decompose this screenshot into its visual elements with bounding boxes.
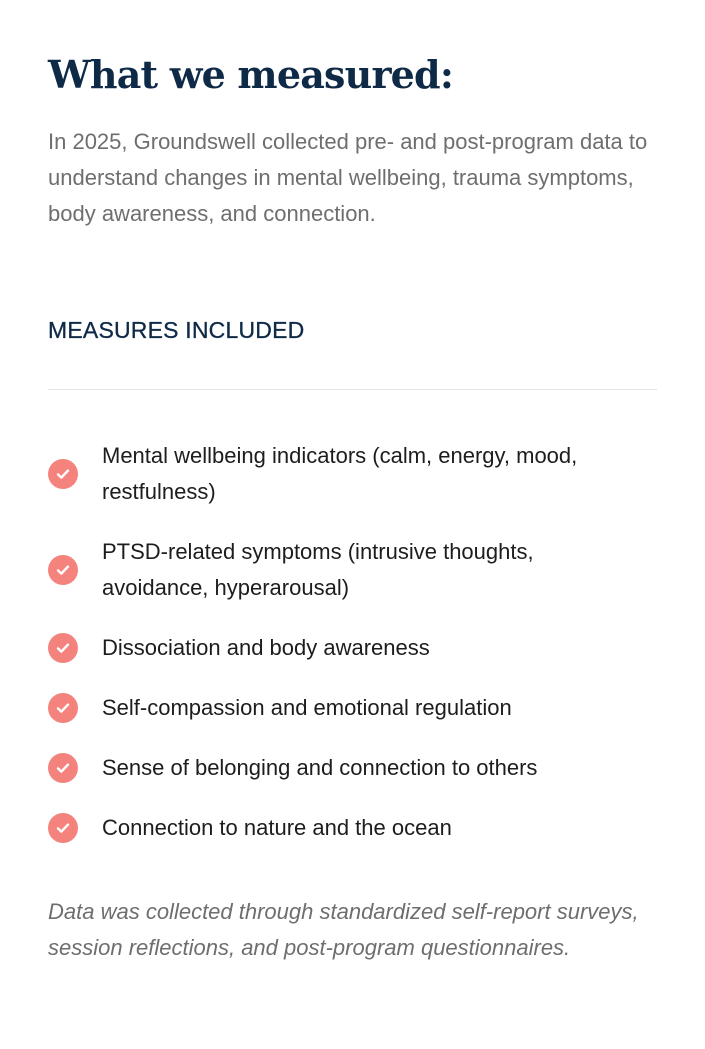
list-item-label: Dissociation and body awareness <box>102 635 430 660</box>
list-item <box>48 630 657 666</box>
check-circle-icon <box>48 693 78 723</box>
list-item <box>48 750 657 786</box>
list-item-label: Sense of belonging and connection to others <box>102 755 538 780</box>
check-circle-icon <box>48 555 78 585</box>
list-item <box>48 438 657 510</box>
list-item-label: Connection to nature and the ocean <box>102 815 452 840</box>
section-title: What we measured: <box>48 52 454 97</box>
intro-paragraph: In 2025, Groundswell collected pre- and post-program data to understand changes in mental wellbeing, trauma symptoms, body awareness, and connection. <box>48 129 648 226</box>
list-item <box>48 534 657 606</box>
list-item-label: PTSD-related symptoms (intrusive thoughts, avoidance, hyperarousal) <box>102 539 534 600</box>
check-circle-icon <box>48 633 78 663</box>
list-item <box>48 810 657 846</box>
measures-heading: MEASURES INCLUDED <box>48 317 305 343</box>
divider <box>48 389 657 390</box>
list-item-label: Self-compassion and emotional regulation <box>102 695 512 720</box>
check-circle-icon <box>48 753 78 783</box>
list-item <box>48 690 657 726</box>
check-circle-icon <box>48 813 78 843</box>
footnote: Data was collected through standardized self-report surveys, session reflections, and post-program questionnaires. <box>48 899 639 960</box>
check-circle-icon <box>48 459 78 489</box>
list-item-label: Mental wellbeing indicators (calm, energy, mood, restfulness) <box>102 443 578 504</box>
